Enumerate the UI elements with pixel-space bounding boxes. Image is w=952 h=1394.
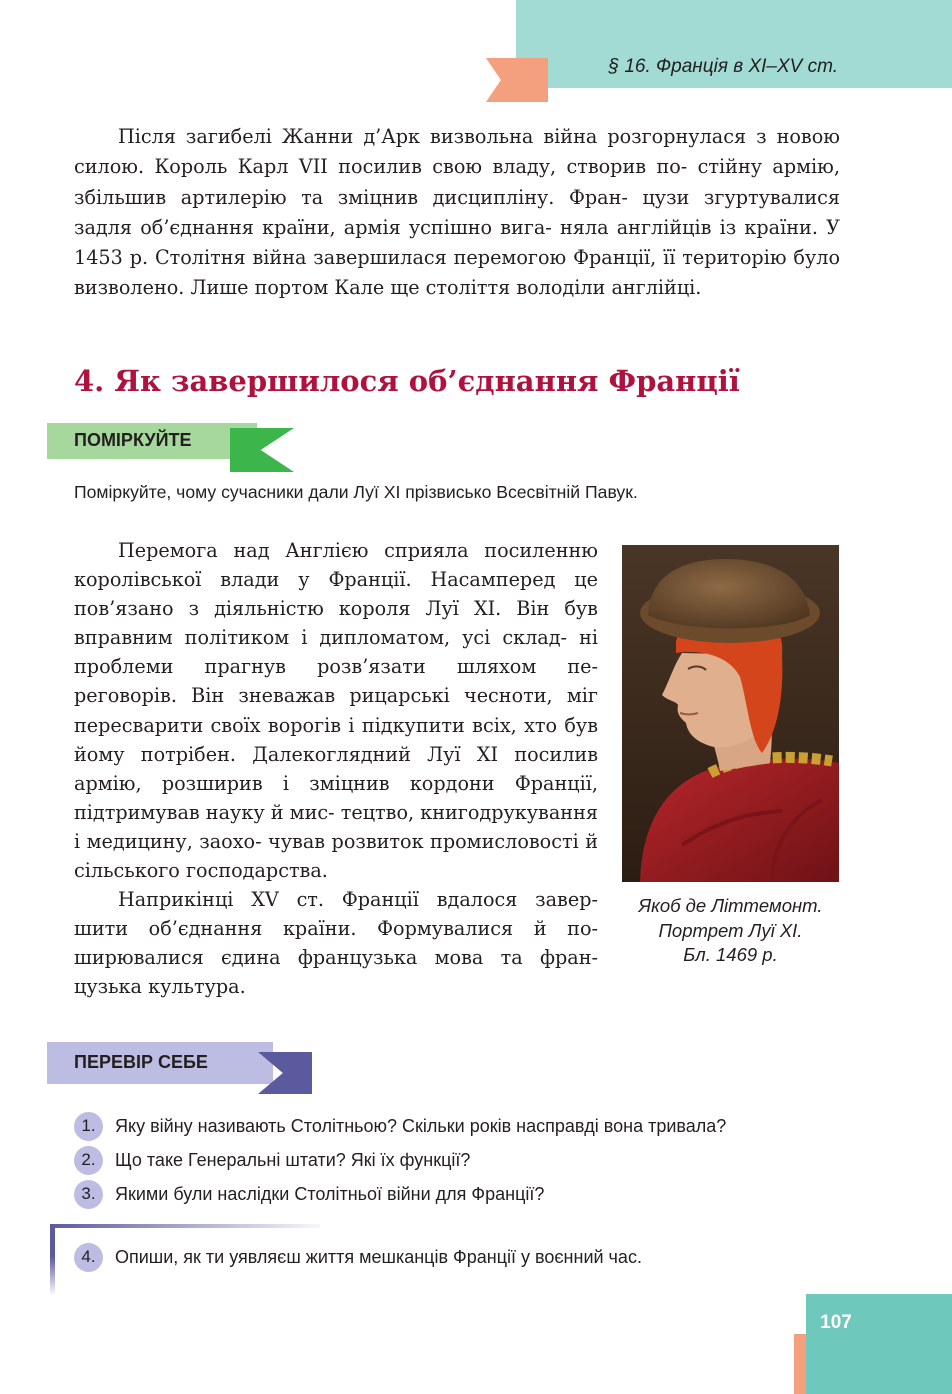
question-number: 2. <box>74 1146 103 1175</box>
text-line: ширювалися єдина французька мова та фран- <box>74 946 598 970</box>
header-ribbon-accent <box>486 58 548 102</box>
question-item <box>74 1243 642 1271</box>
text-line: господарства. <box>185 859 328 883</box>
question-number: 4. <box>74 1243 103 1272</box>
text-line: всіх, хто був йому потрібен. Далекоглядний <box>74 713 598 766</box>
think-question: Поміркуйте, чому сучасники дали Луї XI прізвисько Всесвітній Павук. <box>74 482 638 502</box>
question-item <box>74 1180 544 1208</box>
text-line: кордони Франції, підтримував науку й мис- <box>74 771 598 824</box>
text-line: реговорів. Він зневажав рицарські чесноти, <box>74 684 553 708</box>
text-line: королівської влади у Франції. Насамперед це <box>74 568 598 592</box>
creative-task-accent-vertical <box>50 1224 55 1296</box>
check-label: ПЕРЕВІР СЕБЕ <box>74 1052 208 1072</box>
question-text: Якими були наслідки Столітньої війни для Франції? <box>115 1183 545 1204</box>
text-line: тецтво, книгодрукування і медицину, заохо- <box>74 800 598 853</box>
text-line: новою силою. Король Карл VII посилив свою владу, створив по- <box>74 125 840 179</box>
text-line: чував розвиток промисловості й сільського <box>74 829 598 883</box>
section-title: § 16. Франція в XI–XV ст. <box>608 56 838 77</box>
text-line: няла англійців із країни. У 1453 р. Столітня війна завершилася <box>74 215 840 270</box>
question-text: Опиши, як ти уявляєш життя мешканців Франції у воєнний час. <box>115 1246 642 1267</box>
text-line: Кале ще століття володіли англійці. <box>334 276 702 300</box>
question-number: 3. <box>74 1180 103 1209</box>
question-item <box>74 1146 470 1174</box>
question-text: Яку війну називають Столітньою? Скільки років насправді вона тривала? <box>115 1115 727 1136</box>
question-text: Що таке Генеральні штати? Які їх функції? <box>115 1149 471 1170</box>
text-line: вправним політиком і дипломатом, усі склад- <box>74 626 568 650</box>
caption-line: Портрет Луї XI. <box>658 919 803 941</box>
text-line: шити об’єднання країни. Формувалися й по- <box>74 917 598 941</box>
section-heading: 4. Як завершилося об’єднання Франції <box>74 364 740 398</box>
page-tab <box>806 1294 952 1394</box>
portrait-louis-xi <box>622 545 839 882</box>
creative-task-accent-horizontal <box>50 1224 320 1228</box>
intro-paragraph <box>74 122 840 304</box>
portrait-image <box>622 545 839 882</box>
caption-line: Бл. 1469 р. <box>683 944 778 965</box>
main-text <box>74 536 598 1002</box>
text-line: Луї XI посилив армію, розширив і зміцнив <box>74 742 598 795</box>
caption-line: Якоб де Літтемонт. <box>638 895 823 916</box>
portrait-caption <box>622 894 839 968</box>
question-number: 1. <box>74 1112 103 1141</box>
text-line: цузька культура. <box>74 975 246 999</box>
text-line: стійну армію, збільшив артилерію та зміцнив дисципліну. Фран- <box>74 155 840 209</box>
page-number: 107 <box>820 1312 852 1333</box>
think-banner-flag <box>230 428 294 472</box>
text-line: міг пересварити своїх ворогів і підкупити <box>74 684 598 737</box>
question-item <box>74 1112 726 1140</box>
text-line: Перемога над Англією сприяла посиленню <box>118 539 598 562</box>
text-line: цузи згуртувалися задля об’єднання країни, армія успішно вига- <box>74 185 840 239</box>
text-line: пов’язано з діяльністю короля Луї XI. Він був <box>74 597 598 621</box>
text-line: ні проблеми прагнув розв’язати шляхом пе- <box>74 626 598 679</box>
text-line: перемогою Франції, її територію було визволено. Лише портом <box>74 246 840 300</box>
text-line: Після загибелі Жанни д’Арк визвольна війна розгорнулася з <box>118 125 767 148</box>
think-label: ПОМІРКУЙТЕ <box>74 430 192 450</box>
text-line: Наприкінці XV ст. Франції вдалося завер- <box>118 888 598 912</box>
